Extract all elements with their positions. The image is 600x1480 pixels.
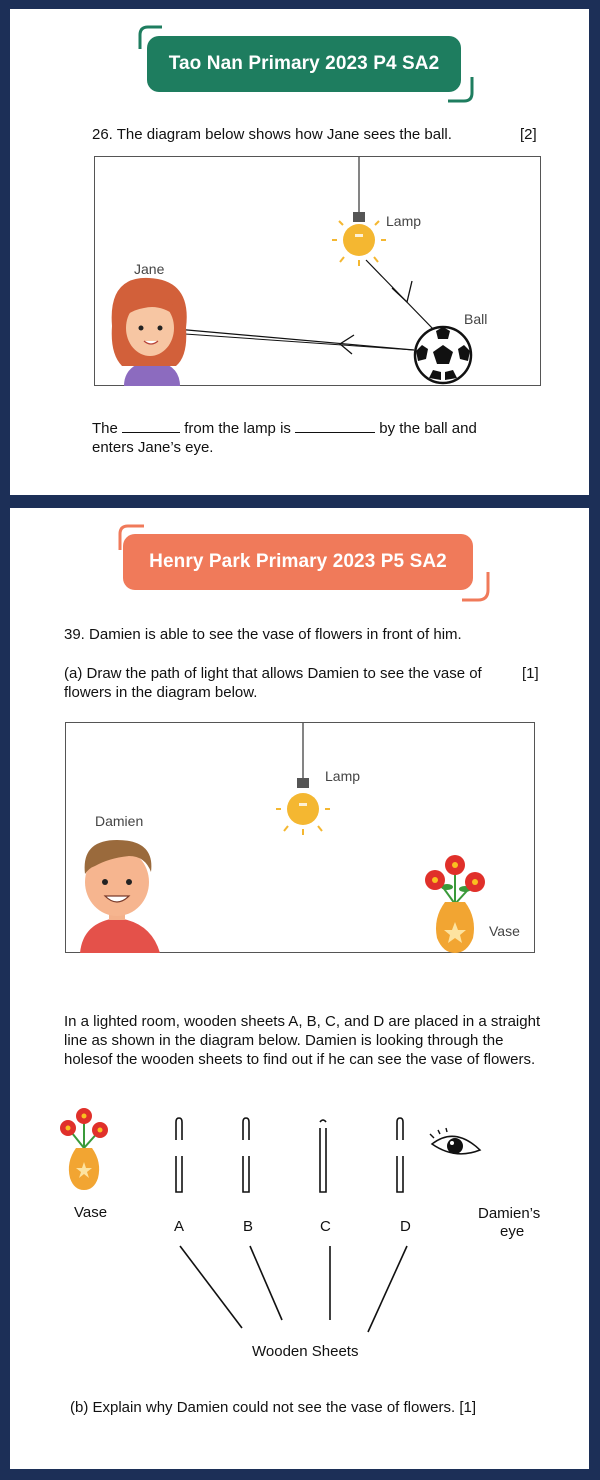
- eye-label-line1: Damien’s: [478, 1205, 541, 1222]
- sheet-d-label: D: [400, 1218, 411, 1235]
- eye-label-line2: eye: [500, 1223, 525, 1240]
- ball-label: Ball: [464, 311, 488, 327]
- wooden-sheet-d: [397, 1118, 403, 1192]
- wooden-sheets-label: Wooden Sheets: [252, 1343, 359, 1360]
- sheet-a-label: A: [174, 1218, 185, 1235]
- school-badge: Henry Park Primary 2023 P5 SA2: [123, 534, 473, 590]
- wooden-sheet-a: [176, 1118, 182, 1192]
- wooden-sheets-diagram: [50, 1106, 570, 1368]
- sheets-paragraph: In a lighted room, wooden sheets A, B, C, and D are placed in a straight line as shown in the diagram below. Damien is looking through the holesof the wooden sheets to find out if he can see the vase of flowers.: [64, 1013, 541, 1068]
- damien-label: Damien: [95, 813, 144, 829]
- lamp-label: Lamp: [325, 768, 361, 784]
- wooden-sheet-b: [243, 1118, 249, 1192]
- part-a-text: (a) Draw the path of light that allows Damien to see the vase of flowers in the diagram below.: [64, 665, 482, 701]
- part-b-text: (b) Explain why Damien could not see the vase of flowers. [1]: [70, 1399, 477, 1416]
- answer-blank-1[interactable]: [122, 420, 180, 433]
- answer-blank-2[interactable]: [295, 420, 375, 433]
- question-39-panel: [10, 508, 589, 1469]
- eye-icon: [430, 1128, 480, 1154]
- sheet-c-label: C: [320, 1218, 331, 1235]
- jane-label: Jane: [134, 261, 165, 277]
- wooden-sheet-c: [320, 1120, 326, 1192]
- marks-label: [2]: [520, 126, 537, 143]
- soccer-ball-icon: [415, 327, 471, 383]
- fill-in-sentence: The from the lamp is by the ball and enters Jane’s eye.: [92, 420, 477, 456]
- part-a-marks: [1]: [522, 665, 539, 682]
- question-text: 26. The diagram below shows how Jane sees the ball.: [92, 126, 452, 143]
- lamp-label: Lamp: [386, 213, 422, 229]
- school-badge: Tao Nan Primary 2023 P4 SA2: [147, 36, 461, 92]
- vase-label: Vase: [74, 1204, 108, 1221]
- damien-vase-diagram: [65, 722, 536, 954]
- sheet-b-label: B: [243, 1218, 254, 1235]
- question-26-panel: [10, 9, 589, 495]
- pointer-lines: [180, 1246, 407, 1332]
- jane-ball-diagram: [94, 156, 542, 387]
- question-text: 39. Damien is able to see the vase of flowers in front of him.: [64, 626, 462, 643]
- vase-label: Vase: [489, 923, 520, 939]
- vase-of-flowers-icon: [60, 1108, 108, 1190]
